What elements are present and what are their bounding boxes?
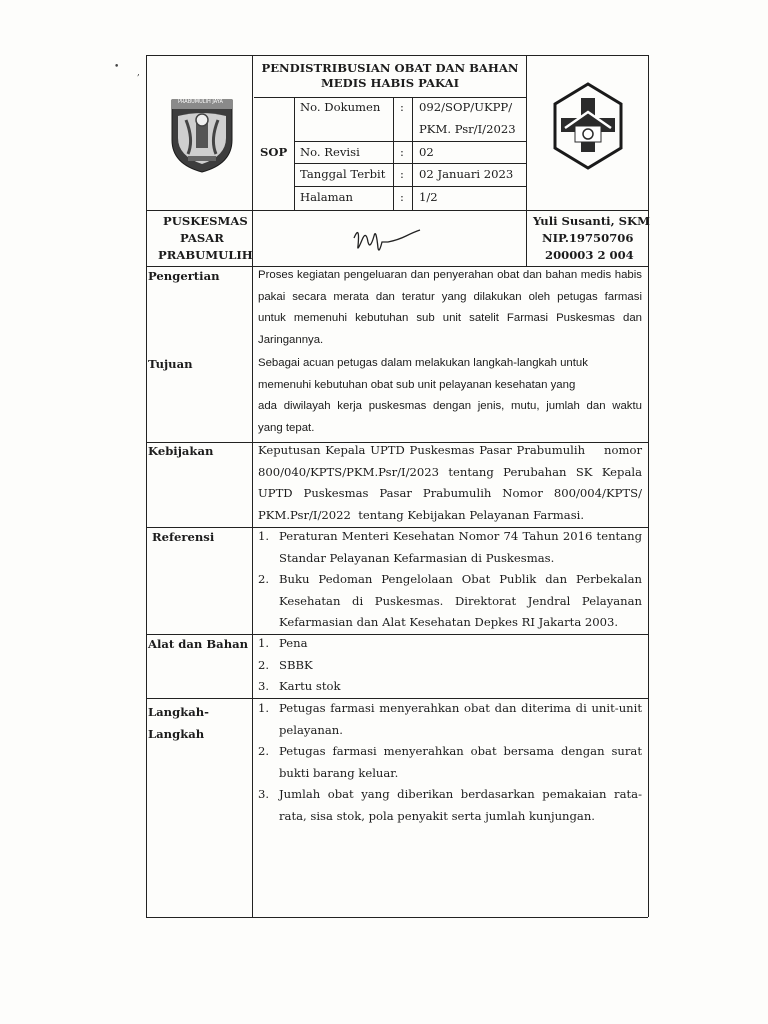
label-line: Langkah <box>148 726 205 741</box>
signer-nip-cont: 200003 2 004 <box>545 248 634 262</box>
text-line: Pena <box>279 636 308 650</box>
list-item <box>252 633 642 655</box>
section-label-langkah <box>148 702 209 745</box>
field-value-halaman: 1/2 <box>419 190 438 204</box>
field-label-no-dokumen: No. Dokumen <box>300 100 381 114</box>
section-text-pengertian <box>258 265 642 351</box>
text-line: bukti barang keluar. <box>279 765 399 780</box>
text-line: Petugas farmasi menyerahkan obat bersama dengan surat <box>279 744 642 758</box>
sop-label: SOP <box>260 145 288 159</box>
org-name-line: PUSKESMAS <box>163 214 248 228</box>
text-line: Kefarmasian dan Alat Kesehatan Depkes RI Jakarta 2003. <box>279 615 619 629</box>
field-separator: : <box>400 190 404 204</box>
text-line: rata, sisa stok, pola penyakit serta jumlah kunjungan. <box>279 808 595 823</box>
field-value-no-dokumen: 092/SOP/UKPP/ <box>419 100 513 114</box>
list-number: 2. <box>258 572 270 586</box>
text-line: pakai secara merata dan teratur yang dilakukan oleh petugas farmasi <box>258 290 642 303</box>
section-list-referensi <box>252 526 642 634</box>
text-line: Standar Pelayanan Kefarmasian di Puskesmas. <box>279 550 555 565</box>
section-text-kebijakan <box>258 440 642 526</box>
text-line: Kesehatan di Puskesmas. Direktorat Jendral Pelayanan <box>279 593 642 608</box>
signer-name: Yuli Susanti, SKM <box>533 214 650 228</box>
list-item <box>252 784 642 827</box>
section-label-referensi: Referensi <box>152 530 215 544</box>
text-line: Jaringannya. <box>258 333 324 346</box>
title-line: PENDISTRIBUSIAN OBAT DAN BAHAN <box>261 61 519 75</box>
field-separator: : <box>400 145 404 159</box>
text-line: UPTD Puskesmas Pasar Prabumulih Nomor 800/004/KPTS/ <box>258 486 642 500</box>
list-number: 3. <box>258 787 270 801</box>
puskesmas-logo <box>553 82 623 170</box>
list-number: 1. <box>258 701 270 715</box>
text-line: pelayanan. <box>279 722 343 737</box>
section-label-kebijakan: Kebijakan <box>148 444 214 458</box>
list-item <box>252 741 642 784</box>
field-value-tanggal-terbit: 02 Januari 2023 <box>419 167 514 181</box>
list-number: 2. <box>258 744 270 758</box>
list-item <box>252 569 642 634</box>
field-label-tanggal-terbit: Tanggal Terbit <box>300 167 386 181</box>
field-label-no-revisi: No. Revisi <box>300 145 360 159</box>
section-label-alat-dan-bahan: Alat dan Bahan <box>148 637 249 651</box>
org-name-line: PASAR <box>180 231 224 245</box>
section-list-langkah <box>252 698 642 827</box>
scan-speck: , <box>137 68 140 78</box>
list-number: 2. <box>258 657 270 672</box>
text-line: Jumlah obat yang diberikan berdasarkan pemakaian rata- <box>279 787 642 801</box>
label-line: Langkah- <box>148 705 209 719</box>
org-name-line: PRABUMULIH <box>158 248 253 262</box>
text-line: Buku Pedoman Pengelolaan Obat Publik dan Perbekalan <box>279 572 642 586</box>
text-line: 800/040/KPTS/PKM.Psr/I/2023 tentang Perubahan SK Kepala <box>258 464 642 479</box>
logo-caption: PRABUMULIH JAYA <box>178 99 223 105</box>
text-line: Proses kegiatan pengeluaran dan penyerahan obat dan bahan medis habis <box>258 269 642 281</box>
field-value-no-revisi: 02 <box>419 145 434 159</box>
list-number: 1. <box>258 529 270 543</box>
field-value-no-dokumen: PKM. Psr/I/2023 <box>419 122 516 136</box>
list-item <box>252 526 642 569</box>
list-number: 3. <box>258 679 270 693</box>
text-line: Peraturan Menteri Kesehatan Nomor 74 Tahun 2016 tentang <box>279 529 642 543</box>
text-line: Sebagai acuan petugas dalam melakukan langkah-langkah untuk <box>258 357 588 369</box>
text-line: Petugas farmasi menyerahkan obat dan diterima di unit-unit <box>279 701 642 715</box>
field-label-halaman: Halaman <box>300 190 354 204</box>
text-line: Kartu stok <box>279 679 341 693</box>
field-separator: : <box>400 100 404 114</box>
text-line: Keputusan Kepala UPTD Puskesmas Pasar Prabumulih nomor <box>258 443 642 457</box>
section-label-tujuan: Tujuan <box>148 357 193 371</box>
text-line: PKM.Psr/I/2022 tentang Kebijakan Pelayanan Farmasi. <box>258 507 585 522</box>
handwritten-signature <box>348 218 424 256</box>
section-list-alat-dan-bahan <box>252 633 642 698</box>
text-line: yang tepat. <box>258 421 315 434</box>
section-label-pengertian: Pengertian <box>148 269 220 283</box>
text-line: untuk memenuhi kebutuhan sub unit satelit Farmasi Puskesmas dan <box>258 312 642 324</box>
title-line: MEDIS HABIS PAKAI <box>320 76 460 90</box>
list-item <box>252 698 642 741</box>
section-text-tujuan <box>258 353 642 439</box>
signer-nip: NIP.19750706 <box>542 231 634 245</box>
list-item <box>252 655 642 677</box>
text-line: ada diwilayah kerja puskesmas dengan jenis, mutu, jumlah dan waktu <box>258 400 642 412</box>
list-item <box>252 676 642 698</box>
field-separator: : <box>400 167 404 181</box>
list-number: 1. <box>258 636 270 650</box>
scan-speck: • <box>114 62 120 72</box>
text-line: memenuhi kebutuhan obat sub unit pelayanan kesehatan yang <box>258 378 576 391</box>
text-line: SBBK <box>279 657 313 672</box>
document-title <box>254 61 526 91</box>
